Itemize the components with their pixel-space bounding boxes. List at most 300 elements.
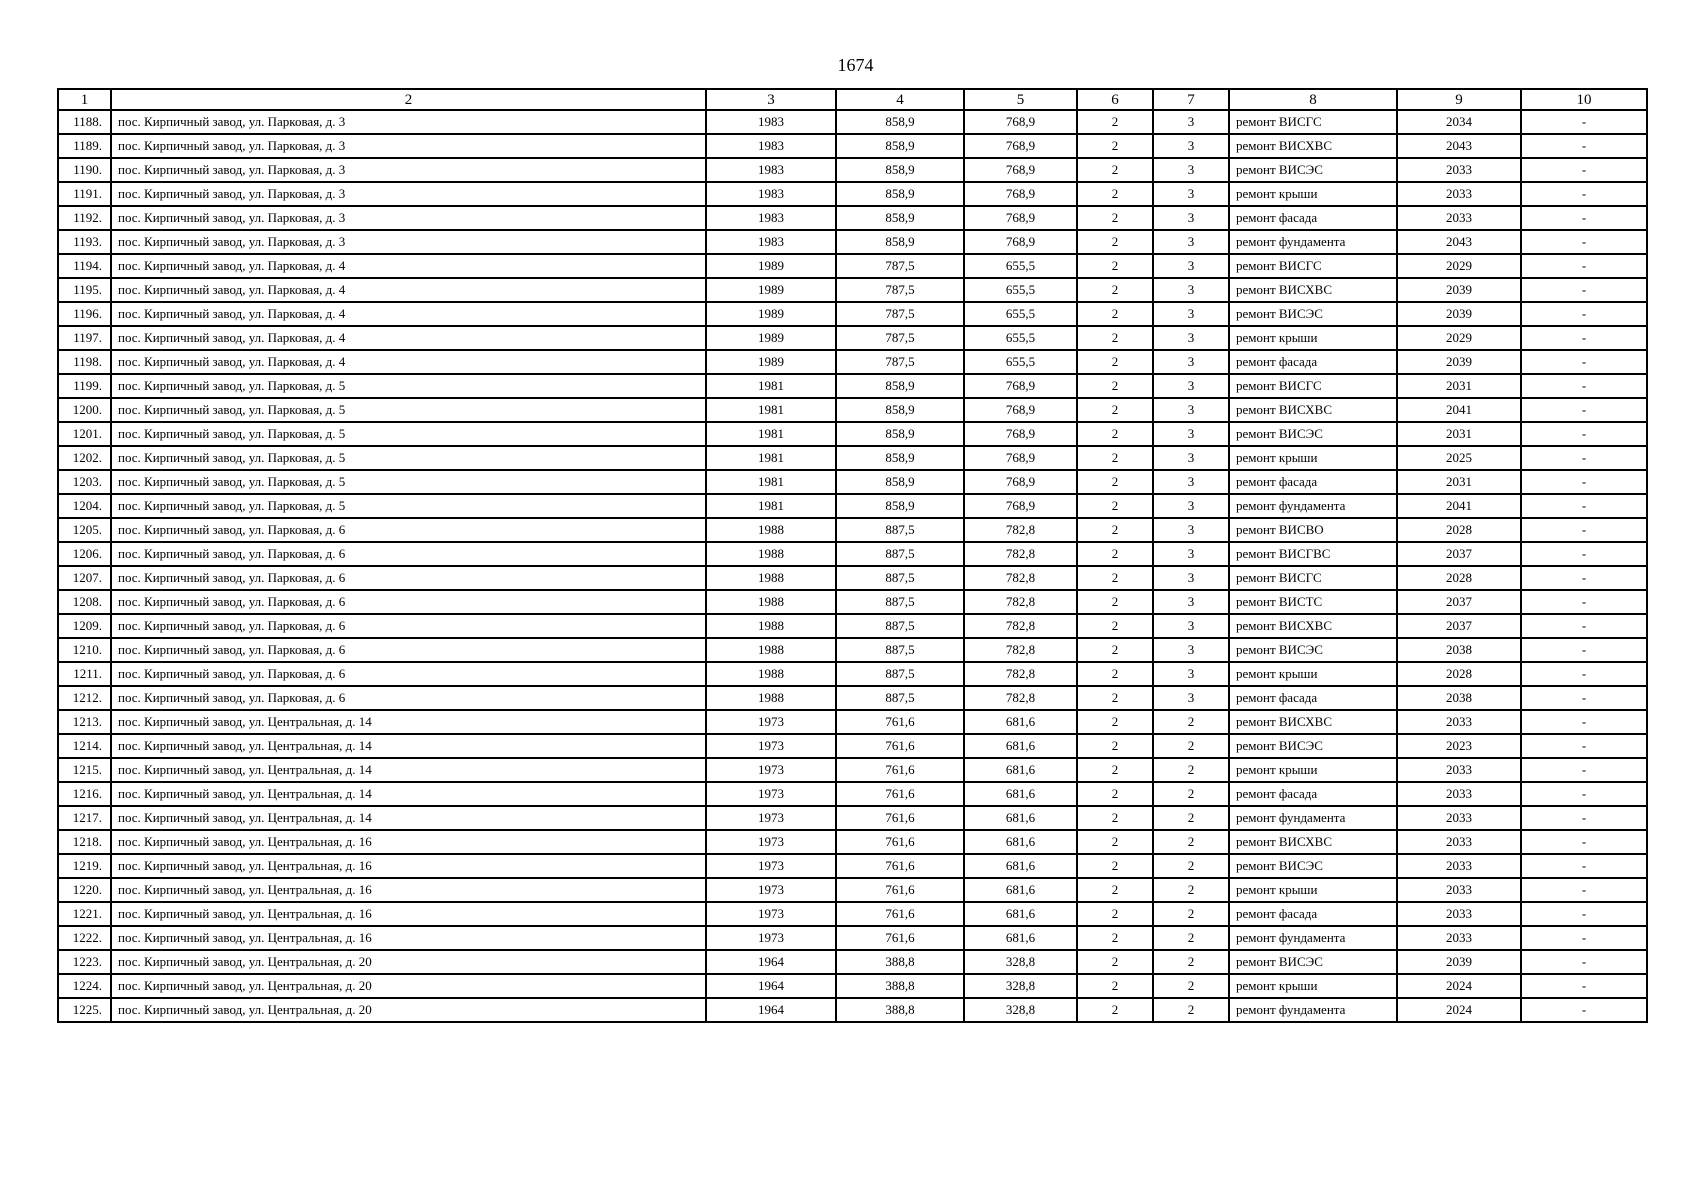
note-cell: - (1521, 230, 1647, 254)
address-cell: пос. Кирпичный завод, ул. Парковая, д. 4 (111, 302, 706, 326)
entrances-cell: 2 (1077, 854, 1153, 878)
table-row (58, 446, 1647, 470)
row-number-cell: 1225. (58, 998, 111, 1022)
work-type-cell: ремонт фундамента (1229, 806, 1397, 830)
column-header: 7 (1153, 89, 1229, 110)
table-row (58, 254, 1647, 278)
planned-year-cell: 2028 (1397, 518, 1521, 542)
row-number-cell: 1211. (58, 662, 111, 686)
living-area-cell: 768,9 (964, 446, 1077, 470)
row-number-cell: 1220. (58, 878, 111, 902)
floors-cell: 3 (1153, 374, 1229, 398)
table-row (58, 950, 1647, 974)
entrances-cell: 2 (1077, 566, 1153, 590)
living-area-cell: 655,5 (964, 254, 1077, 278)
living-area-cell: 768,9 (964, 110, 1077, 134)
row-number-cell: 1202. (58, 446, 111, 470)
year-built-cell: 1988 (706, 614, 836, 638)
page-number: 1674 (837, 55, 874, 75)
table-row (58, 542, 1647, 566)
address-cell: пос. Кирпичный завод, ул. Парковая, д. 6 (111, 590, 706, 614)
address-cell: пос. Кирпичный завод, ул. Парковая, д. 3 (111, 110, 706, 134)
entrances-cell: 2 (1077, 782, 1153, 806)
table-row (58, 302, 1647, 326)
year-built-cell: 1981 (706, 398, 836, 422)
address-cell: пос. Кирпичный завод, ул. Центральная, д. 20 (111, 974, 706, 998)
year-built-cell: 1983 (706, 230, 836, 254)
row-number-cell: 1217. (58, 806, 111, 830)
address-cell: пос. Кирпичный завод, ул. Парковая, д. 4 (111, 278, 706, 302)
address-cell: пос. Кирпичный завод, ул. Парковая, д. 6 (111, 518, 706, 542)
work-type-cell: ремонт ВИСГС (1229, 110, 1397, 134)
living-area-cell: 768,9 (964, 206, 1077, 230)
entrances-cell: 2 (1077, 734, 1153, 758)
year-built-cell: 1989 (706, 350, 836, 374)
table-row (58, 590, 1647, 614)
total-area-cell: 761,6 (836, 782, 964, 806)
note-cell: - (1521, 518, 1647, 542)
floors-cell: 3 (1153, 326, 1229, 350)
planned-year-cell: 2033 (1397, 806, 1521, 830)
living-area-cell: 768,9 (964, 398, 1077, 422)
note-cell: - (1521, 326, 1647, 350)
work-type-cell: ремонт ВИСХВС (1229, 710, 1397, 734)
entrances-cell: 2 (1077, 902, 1153, 926)
table-row (58, 902, 1647, 926)
table-row (58, 854, 1647, 878)
row-number-cell: 1197. (58, 326, 111, 350)
planned-year-cell: 2037 (1397, 614, 1521, 638)
living-area-cell: 681,6 (964, 854, 1077, 878)
planned-year-cell: 2028 (1397, 566, 1521, 590)
entrances-cell: 2 (1077, 278, 1153, 302)
table-row (58, 926, 1647, 950)
row-number-cell: 1200. (58, 398, 111, 422)
work-type-cell: ремонт крыши (1229, 662, 1397, 686)
living-area-cell: 782,8 (964, 662, 1077, 686)
total-area-cell: 887,5 (836, 614, 964, 638)
entrances-cell: 2 (1077, 374, 1153, 398)
row-number-cell: 1213. (58, 710, 111, 734)
column-header: 10 (1521, 89, 1647, 110)
entrances-cell: 2 (1077, 926, 1153, 950)
floors-cell: 3 (1153, 470, 1229, 494)
living-area-cell: 782,8 (964, 638, 1077, 662)
entrances-cell: 2 (1077, 302, 1153, 326)
column-header: 2 (111, 89, 706, 110)
year-built-cell: 1983 (706, 110, 836, 134)
note-cell: - (1521, 254, 1647, 278)
total-area-cell: 887,5 (836, 566, 964, 590)
total-area-cell: 858,9 (836, 470, 964, 494)
living-area-cell: 768,9 (964, 494, 1077, 518)
planned-year-cell: 2024 (1397, 998, 1521, 1022)
row-number-cell: 1192. (58, 206, 111, 230)
total-area-cell: 858,9 (836, 206, 964, 230)
year-built-cell: 1973 (706, 734, 836, 758)
row-number-cell: 1223. (58, 950, 111, 974)
table-row (58, 134, 1647, 158)
repair-schedule-table (57, 88, 1648, 1023)
planned-year-cell: 2029 (1397, 326, 1521, 350)
table-header-row (58, 89, 1647, 110)
total-area-cell: 761,6 (836, 902, 964, 926)
note-cell: - (1521, 758, 1647, 782)
living-area-cell: 681,6 (964, 734, 1077, 758)
entrances-cell: 2 (1077, 350, 1153, 374)
floors-cell: 3 (1153, 182, 1229, 206)
column-header: 8 (1229, 89, 1397, 110)
work-type-cell: ремонт ВИСХВС (1229, 134, 1397, 158)
note-cell: - (1521, 590, 1647, 614)
year-built-cell: 1973 (706, 782, 836, 806)
work-type-cell: ремонт фасада (1229, 686, 1397, 710)
note-cell: - (1521, 494, 1647, 518)
living-area-cell: 681,6 (964, 758, 1077, 782)
floors-cell: 2 (1153, 734, 1229, 758)
entrances-cell: 2 (1077, 974, 1153, 998)
work-type-cell: ремонт крыши (1229, 878, 1397, 902)
work-type-cell: ремонт ВИСТС (1229, 590, 1397, 614)
floors-cell: 3 (1153, 686, 1229, 710)
year-built-cell: 1989 (706, 302, 836, 326)
total-area-cell: 388,8 (836, 998, 964, 1022)
entrances-cell: 2 (1077, 470, 1153, 494)
planned-year-cell: 2031 (1397, 470, 1521, 494)
living-area-cell: 782,8 (964, 518, 1077, 542)
address-cell: пос. Кирпичный завод, ул. Парковая, д. 3 (111, 206, 706, 230)
work-type-cell: ремонт крыши (1229, 974, 1397, 998)
year-built-cell: 1989 (706, 254, 836, 278)
note-cell: - (1521, 158, 1647, 182)
living-area-cell: 328,8 (964, 950, 1077, 974)
work-type-cell: ремонт ВИСХВС (1229, 398, 1397, 422)
planned-year-cell: 2033 (1397, 782, 1521, 806)
note-cell: - (1521, 806, 1647, 830)
row-number-cell: 1189. (58, 134, 111, 158)
entrances-cell: 2 (1077, 998, 1153, 1022)
entrances-cell: 2 (1077, 686, 1153, 710)
address-cell: пос. Кирпичный завод, ул. Центральная, д. 16 (111, 854, 706, 878)
address-cell: пос. Кирпичный завод, ул. Парковая, д. 5 (111, 446, 706, 470)
table-row (58, 662, 1647, 686)
row-number-cell: 1198. (58, 350, 111, 374)
work-type-cell: ремонт ВИСВО (1229, 518, 1397, 542)
floors-cell: 2 (1153, 878, 1229, 902)
work-type-cell: ремонт ВИСГС (1229, 254, 1397, 278)
floors-cell: 2 (1153, 782, 1229, 806)
work-type-cell: ремонт ВИСГС (1229, 374, 1397, 398)
total-area-cell: 858,9 (836, 398, 964, 422)
entrances-cell: 2 (1077, 590, 1153, 614)
planned-year-cell: 2025 (1397, 446, 1521, 470)
year-built-cell: 1973 (706, 926, 836, 950)
floors-cell: 3 (1153, 614, 1229, 638)
planned-year-cell: 2033 (1397, 206, 1521, 230)
address-cell: пос. Кирпичный завод, ул. Парковая, д. 6 (111, 686, 706, 710)
address-cell: пос. Кирпичный завод, ул. Парковая, д. 3 (111, 230, 706, 254)
floors-cell: 2 (1153, 830, 1229, 854)
planned-year-cell: 2033 (1397, 926, 1521, 950)
address-cell: пос. Кирпичный завод, ул. Парковая, д. 3 (111, 134, 706, 158)
address-cell: пос. Кирпичный завод, ул. Парковая, д. 5 (111, 398, 706, 422)
address-cell: пос. Кирпичный завод, ул. Центральная, д. 14 (111, 758, 706, 782)
table-row (58, 974, 1647, 998)
work-type-cell: ремонт ВИСХВС (1229, 830, 1397, 854)
column-header: 5 (964, 89, 1077, 110)
total-area-cell: 858,9 (836, 446, 964, 470)
table-row (58, 614, 1647, 638)
note-cell: - (1521, 878, 1647, 902)
floors-cell: 3 (1153, 422, 1229, 446)
entrances-cell: 2 (1077, 398, 1153, 422)
planned-year-cell: 2038 (1397, 686, 1521, 710)
work-type-cell: ремонт фасада (1229, 902, 1397, 926)
year-built-cell: 1988 (706, 566, 836, 590)
table-row (58, 326, 1647, 350)
row-number-cell: 1212. (58, 686, 111, 710)
work-type-cell: ремонт фасада (1229, 206, 1397, 230)
total-area-cell: 761,6 (836, 926, 964, 950)
total-area-cell: 887,5 (836, 686, 964, 710)
column-header: 1 (58, 89, 111, 110)
address-cell: пос. Кирпичный завод, ул. Парковая, д. 5 (111, 494, 706, 518)
floors-cell: 2 (1153, 974, 1229, 998)
living-area-cell: 681,6 (964, 830, 1077, 854)
floors-cell: 3 (1153, 590, 1229, 614)
entrances-cell: 2 (1077, 326, 1153, 350)
work-type-cell: ремонт крыши (1229, 758, 1397, 782)
table-row (58, 470, 1647, 494)
row-number-cell: 1193. (58, 230, 111, 254)
address-cell: пос. Кирпичный завод, ул. Парковая, д. 6 (111, 614, 706, 638)
entrances-cell: 2 (1077, 878, 1153, 902)
year-built-cell: 1988 (706, 542, 836, 566)
year-built-cell: 1973 (706, 758, 836, 782)
work-type-cell: ремонт ВИСЭС (1229, 422, 1397, 446)
planned-year-cell: 2033 (1397, 854, 1521, 878)
living-area-cell: 782,8 (964, 542, 1077, 566)
planned-year-cell: 2043 (1397, 134, 1521, 158)
work-type-cell: ремонт ВИСЭС (1229, 302, 1397, 326)
note-cell: - (1521, 998, 1647, 1022)
address-cell: пос. Кирпичный завод, ул. Парковая, д. 3 (111, 158, 706, 182)
table-body (58, 110, 1647, 1022)
planned-year-cell: 2041 (1397, 494, 1521, 518)
living-area-cell: 782,8 (964, 590, 1077, 614)
total-area-cell: 787,5 (836, 350, 964, 374)
note-cell: - (1521, 182, 1647, 206)
year-built-cell: 1981 (706, 494, 836, 518)
row-number-cell: 1190. (58, 158, 111, 182)
planned-year-cell: 2033 (1397, 182, 1521, 206)
total-area-cell: 858,9 (836, 110, 964, 134)
work-type-cell: ремонт крыши (1229, 326, 1397, 350)
floors-cell: 3 (1153, 350, 1229, 374)
table-row (58, 998, 1647, 1022)
living-area-cell: 768,9 (964, 470, 1077, 494)
year-built-cell: 1981 (706, 374, 836, 398)
entrances-cell: 2 (1077, 614, 1153, 638)
total-area-cell: 858,9 (836, 158, 964, 182)
row-number-cell: 1199. (58, 374, 111, 398)
note-cell: - (1521, 350, 1647, 374)
address-cell: пос. Кирпичный завод, ул. Парковая, д. 4 (111, 326, 706, 350)
row-number-cell: 1196. (58, 302, 111, 326)
table-row (58, 686, 1647, 710)
total-area-cell: 787,5 (836, 254, 964, 278)
year-built-cell: 1973 (706, 854, 836, 878)
living-area-cell: 681,6 (964, 710, 1077, 734)
planned-year-cell: 2031 (1397, 422, 1521, 446)
work-type-cell: ремонт фундамента (1229, 998, 1397, 1022)
entrances-cell: 2 (1077, 542, 1153, 566)
note-cell: - (1521, 686, 1647, 710)
living-area-cell: 655,5 (964, 278, 1077, 302)
row-number-cell: 1194. (58, 254, 111, 278)
table-row (58, 494, 1647, 518)
note-cell: - (1521, 710, 1647, 734)
table-row (58, 374, 1647, 398)
floors-cell: 2 (1153, 998, 1229, 1022)
note-cell: - (1521, 566, 1647, 590)
planned-year-cell: 2043 (1397, 230, 1521, 254)
row-number-cell: 1208. (58, 590, 111, 614)
total-area-cell: 787,5 (836, 326, 964, 350)
floors-cell: 3 (1153, 398, 1229, 422)
entrances-cell: 2 (1077, 110, 1153, 134)
address-cell: пос. Кирпичный завод, ул. Центральная, д. 20 (111, 998, 706, 1022)
work-type-cell: ремонт ВИСЭС (1229, 638, 1397, 662)
entrances-cell: 2 (1077, 206, 1153, 230)
floors-cell: 3 (1153, 662, 1229, 686)
year-built-cell: 1983 (706, 182, 836, 206)
floors-cell: 3 (1153, 302, 1229, 326)
living-area-cell: 681,6 (964, 806, 1077, 830)
planned-year-cell: 2041 (1397, 398, 1521, 422)
table-row (58, 422, 1647, 446)
floors-cell: 3 (1153, 518, 1229, 542)
planned-year-cell: 2033 (1397, 758, 1521, 782)
total-area-cell: 388,8 (836, 950, 964, 974)
floors-cell: 3 (1153, 446, 1229, 470)
row-number-cell: 1215. (58, 758, 111, 782)
year-built-cell: 1964 (706, 998, 836, 1022)
total-area-cell: 858,9 (836, 134, 964, 158)
floors-cell: 3 (1153, 638, 1229, 662)
total-area-cell: 858,9 (836, 230, 964, 254)
floors-cell: 2 (1153, 854, 1229, 878)
work-type-cell: ремонт крыши (1229, 446, 1397, 470)
work-type-cell: ремонт фундамента (1229, 494, 1397, 518)
total-area-cell: 887,5 (836, 662, 964, 686)
total-area-cell: 787,5 (836, 278, 964, 302)
row-number-cell: 1207. (58, 566, 111, 590)
planned-year-cell: 2034 (1397, 110, 1521, 134)
note-cell: - (1521, 830, 1647, 854)
year-built-cell: 1983 (706, 158, 836, 182)
floors-cell: 2 (1153, 902, 1229, 926)
total-area-cell: 761,6 (836, 734, 964, 758)
address-cell: пос. Кирпичный завод, ул. Парковая, д. 6 (111, 542, 706, 566)
year-built-cell: 1983 (706, 206, 836, 230)
total-area-cell: 761,6 (836, 710, 964, 734)
entrances-cell: 2 (1077, 638, 1153, 662)
table-row (58, 806, 1647, 830)
work-type-cell: ремонт ВИСХВС (1229, 614, 1397, 638)
living-area-cell: 328,8 (964, 998, 1077, 1022)
floors-cell: 2 (1153, 710, 1229, 734)
year-built-cell: 1988 (706, 590, 836, 614)
note-cell: - (1521, 734, 1647, 758)
note-cell: - (1521, 206, 1647, 230)
note-cell: - (1521, 134, 1647, 158)
address-cell: пос. Кирпичный завод, ул. Центральная, д. 14 (111, 806, 706, 830)
note-cell: - (1521, 854, 1647, 878)
planned-year-cell: 2033 (1397, 158, 1521, 182)
total-area-cell: 858,9 (836, 374, 964, 398)
address-cell: пос. Кирпичный завод, ул. Центральная, д. 20 (111, 950, 706, 974)
row-number-cell: 1204. (58, 494, 111, 518)
living-area-cell: 782,8 (964, 566, 1077, 590)
work-type-cell: ремонт фундамента (1229, 230, 1397, 254)
note-cell: - (1521, 662, 1647, 686)
table-row (58, 230, 1647, 254)
floors-cell: 2 (1153, 926, 1229, 950)
total-area-cell: 887,5 (836, 590, 964, 614)
year-built-cell: 1981 (706, 446, 836, 470)
planned-year-cell: 2028 (1397, 662, 1521, 686)
planned-year-cell: 2033 (1397, 710, 1521, 734)
table-row (58, 518, 1647, 542)
note-cell: - (1521, 374, 1647, 398)
note-cell: - (1521, 422, 1647, 446)
planned-year-cell: 2023 (1397, 734, 1521, 758)
table-row (58, 638, 1647, 662)
year-built-cell: 1964 (706, 974, 836, 998)
address-cell: пос. Кирпичный завод, ул. Центральная, д. 16 (111, 926, 706, 950)
note-cell: - (1521, 110, 1647, 134)
living-area-cell: 681,6 (964, 782, 1077, 806)
floors-cell: 3 (1153, 254, 1229, 278)
table-row (58, 758, 1647, 782)
work-type-cell: ремонт ВИСГС (1229, 566, 1397, 590)
year-built-cell: 1983 (706, 134, 836, 158)
entrances-cell: 2 (1077, 422, 1153, 446)
planned-year-cell: 2039 (1397, 950, 1521, 974)
living-area-cell: 768,9 (964, 134, 1077, 158)
living-area-cell: 782,8 (964, 614, 1077, 638)
table-row (58, 734, 1647, 758)
row-number-cell: 1188. (58, 110, 111, 134)
note-cell: - (1521, 638, 1647, 662)
living-area-cell: 768,9 (964, 422, 1077, 446)
row-number-cell: 1221. (58, 902, 111, 926)
living-area-cell: 782,8 (964, 686, 1077, 710)
table-row (58, 278, 1647, 302)
entrances-cell: 2 (1077, 182, 1153, 206)
address-cell: пос. Кирпичный завод, ул. Центральная, д. 14 (111, 734, 706, 758)
total-area-cell: 858,9 (836, 494, 964, 518)
planned-year-cell: 2029 (1397, 254, 1521, 278)
address-cell: пос. Кирпичный завод, ул. Парковая, д. 5 (111, 374, 706, 398)
address-cell: пос. Кирпичный завод, ул. Парковая, д. 5 (111, 422, 706, 446)
planned-year-cell: 2031 (1397, 374, 1521, 398)
total-area-cell: 388,8 (836, 974, 964, 998)
living-area-cell: 768,9 (964, 230, 1077, 254)
year-built-cell: 1973 (706, 878, 836, 902)
column-header: 4 (836, 89, 964, 110)
